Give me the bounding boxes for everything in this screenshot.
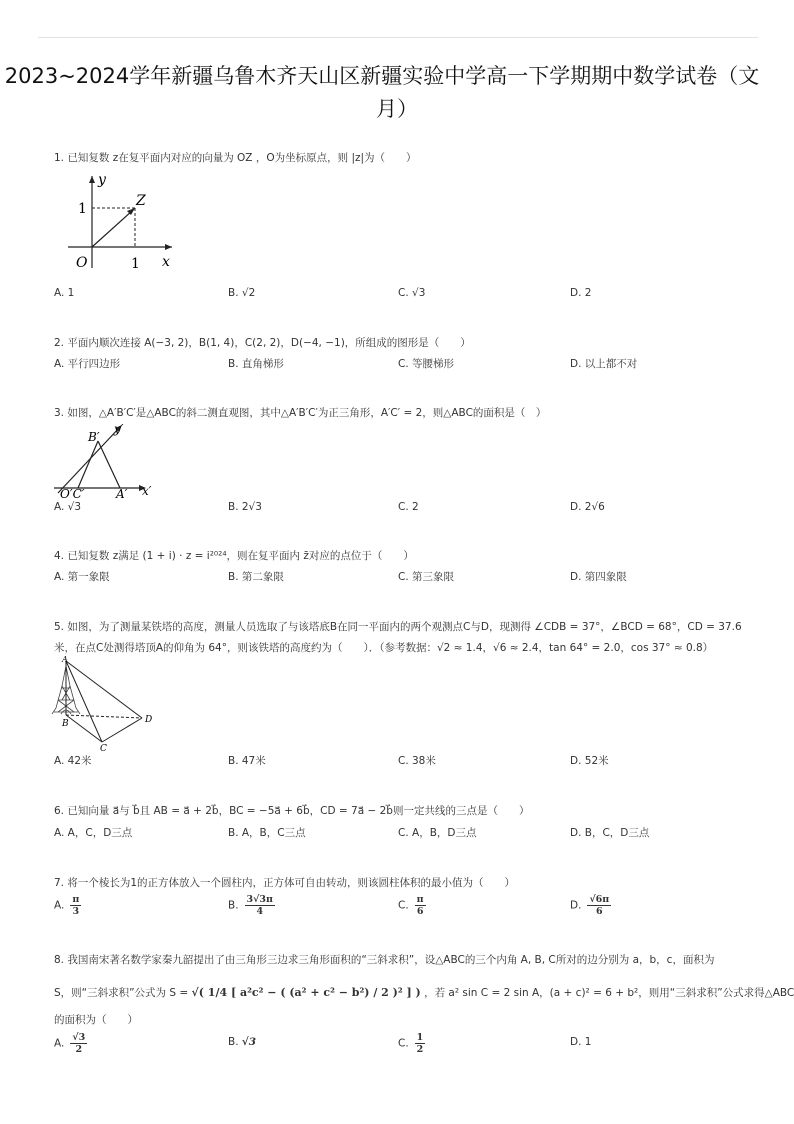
q5-option-d: D. 52米 <box>570 755 609 767</box>
q1-y-axis-label: y <box>98 172 106 188</box>
q8-option-b-letter: B. <box>228 1036 239 1048</box>
q7-option-b-fraction <box>245 894 275 917</box>
q5-label-b: B <box>62 719 69 729</box>
q5-option-c: C. 38米 <box>398 755 436 767</box>
q1-x-tick-label: 1 <box>131 256 140 272</box>
q6-option-b: B. A，B，C三点 <box>228 827 306 839</box>
q8-line2-right: ，若 a² sin C = 2 sin A，(a + c)² = 6 + b²，则用“三斜求积”公式求得△ABC <box>424 987 794 999</box>
q3-label-b: B′ <box>88 430 100 444</box>
q8-option-a-denominator: 2 <box>75 1044 83 1055</box>
q4-option-d: D. 第四象限 <box>570 571 627 583</box>
q7-option-a-numerator: π <box>72 894 80 905</box>
q1-option-d: D. 2 <box>570 287 592 299</box>
q7-option-c-denominator: 6 <box>416 906 424 917</box>
q7-option-d <box>570 894 611 917</box>
question-6-stem: 6. 已知向量 a⃗与 b⃗且 AB = a⃗ + 2b⃗，BC = −5a⃗ + 6b⃗，CD = 7a⃗ − 2b⃗则一定共线的三点是（ ） <box>54 805 530 817</box>
q4-option-a: A. 第一象限 <box>54 571 110 583</box>
q2-option-c: C. 等腰梯形 <box>398 358 455 370</box>
q7-option-b-numerator: 3√3π <box>246 894 273 905</box>
question-4-stem: 4. 已知复数 z满足 (1 + i) · z = i²⁰²⁴，则在复平面内 z̄对应的点位于（ ） <box>54 550 414 562</box>
q1-origin-label: O <box>76 255 88 271</box>
q5-label-c: C <box>100 744 107 753</box>
question-8-stem-line-3: 的面积为（ ） <box>54 1014 138 1026</box>
q1-vector-figure <box>60 170 185 275</box>
q7-option-c-numerator: π <box>416 894 424 905</box>
q8-option-c-fraction <box>415 1032 426 1055</box>
q7-option-a-letter: A. <box>54 899 65 912</box>
q3-option-c: C. 2 <box>398 501 419 513</box>
q7-option-d-letter: D. <box>570 899 582 912</box>
q8-line2-left: S，则“三斜求积”公式为 S = <box>54 987 189 999</box>
q5-label-a: A <box>62 656 68 664</box>
question-1-stem: 1. 已知复数 z在复平面内对应的向量为 OZ ，O为坐标原点，则 |z|为（ ） <box>54 152 417 164</box>
q8-option-b-value: √3 <box>241 1036 257 1048</box>
q1-point-z-label: Z <box>136 193 146 209</box>
q7-option-c-letter: C. <box>398 899 409 912</box>
q8-option-a <box>54 1032 87 1055</box>
q7-option-b-denominator: 4 <box>256 906 264 917</box>
q3-label-a: A′ <box>116 487 128 498</box>
q7-option-a <box>54 894 81 917</box>
q8-option-a-numerator: √3 <box>72 1032 86 1043</box>
top-divider <box>38 37 758 38</box>
title-line-1: 2023~2024学年新疆乌鲁木齐天山区新疆实验中学高一下学期期中数学试卷（文 <box>4 64 760 88</box>
q3-option-b: B. 2√3 <box>228 501 262 513</box>
q5-option-a: A. 42米 <box>54 755 92 767</box>
question-8-stem-line-2 <box>54 985 794 1001</box>
q7-option-b <box>228 894 275 917</box>
q7-option-a-denominator: 3 <box>72 906 80 917</box>
q2-option-a: A. 平行四边形 <box>54 358 121 370</box>
q4-option-c: C. 第三象限 <box>398 571 455 583</box>
q5-tower-figure <box>50 656 160 753</box>
q8-option-b <box>228 1035 256 1050</box>
q8-option-a-letter: A. <box>54 1037 65 1050</box>
question-8-stem: 8. 我国南宋著名数学家秦九韶提出了由三角形三边求三角形面积的“三斜求积”，设△ABC的三个内角 A, B, C所对的边分别为 a，b，c，面积为 <box>54 954 715 966</box>
q8-option-d <box>570 1035 591 1050</box>
q8-option-c <box>398 1032 425 1055</box>
title-line-2: 月） <box>376 97 418 121</box>
question-5-stem-line-2: 米，在点C处测得塔顶A的仰角为 64°，则该铁塔的高度约为（ ）．（参考数据：√2 ≈ 1.4，√6 ≈ 2.4，tan 64° = 2.0，cos 37° ≈ 0.8） <box>54 642 714 654</box>
q6-option-d: D. B，C，D三点 <box>570 827 650 839</box>
q1-option-a: A. 1 <box>54 287 75 299</box>
q4-option-b: B. 第二象限 <box>228 571 284 583</box>
q1-x-axis-label: x <box>162 254 170 270</box>
q7-option-c-fraction <box>415 894 426 917</box>
page-title <box>0 60 794 126</box>
q2-option-d: D. 以上都不对 <box>570 358 638 370</box>
q7-option-a-fraction <box>70 894 81 917</box>
question-7-stem: 7. 将一个棱长为1的正方体放入一个圆柱内，正方体可自由转动，则该圆柱体积的最小值为（ ） <box>54 877 516 889</box>
q8-option-c-denominator: 2 <box>416 1044 424 1055</box>
q3-label-y: y′ <box>114 423 124 436</box>
q7-option-d-numerator: √6π <box>589 894 610 905</box>
question-2-stem: 2. 平面内顺次连接 A(−3, 2)，B(1, 4)，C(2, 2)，D(−4, −1)，所组成的图形是（ ） <box>54 337 471 349</box>
q6-option-c: C. A，B，D三点 <box>398 827 477 839</box>
q7-option-b-letter: B. <box>228 899 239 912</box>
q8-option-c-letter: C. <box>398 1037 409 1050</box>
q8-option-d-value: 1 <box>584 1036 592 1048</box>
q1-option-c: C. √3 <box>398 287 426 299</box>
q8-option-a-fraction <box>70 1032 87 1055</box>
q2-option-b: B. 直角梯形 <box>228 358 284 370</box>
q3-triangle-figure <box>50 423 160 498</box>
q6-option-a: A. A，C，D三点 <box>54 827 133 839</box>
q7-option-d-fraction <box>587 894 611 917</box>
q7-option-d-denominator: 6 <box>596 906 603 917</box>
q7-option-c <box>398 894 426 917</box>
q8-option-c-numerator: 1 <box>416 1032 424 1043</box>
q8-option-d-letter: D. <box>570 1036 582 1048</box>
q5-label-d: D <box>145 715 153 725</box>
question-3-stem: 3. 如图，△A′B′C′是△ABC的斜二测直观图，其中△A′B′C′为正三角形，A′C′ = 2，则△ABC的面积是（ ） <box>54 407 547 419</box>
q1-option-b: B. √2 <box>228 287 256 299</box>
question-5-stem: 5. 如图，为了测量某铁塔的高度，测量人员选取了与该塔底B在同一平面内的两个观测点C与D，现测得 ∠CDB = 37°，∠BCD = 68°，CD = 37.6 <box>54 621 742 633</box>
q1-y-tick-label: 1 <box>78 201 87 217</box>
q3-option-a: A. √3 <box>54 501 82 513</box>
q3-label-x: x′ <box>142 484 152 498</box>
q3-label-oc: O′C′ <box>60 487 85 498</box>
q5-option-b: B. 47米 <box>228 755 266 767</box>
q3-option-d: D. 2√6 <box>570 501 605 513</box>
q8-formula: √( 1/4 [ a²c² − ( (a² + c² − b²) / 2 )² ] ) <box>191 986 421 999</box>
